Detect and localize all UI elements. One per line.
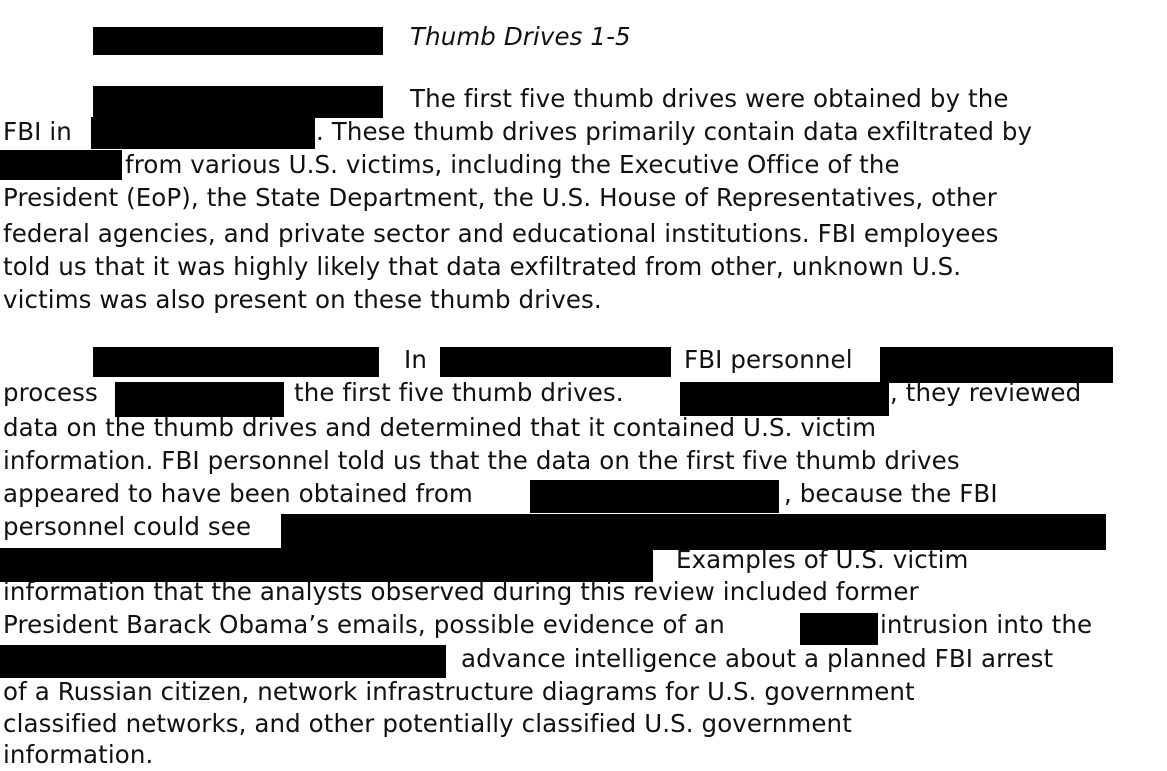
- redaction-block: [115, 382, 284, 417]
- paragraph-line: , because the FBI: [784, 479, 998, 508]
- redaction-block: [91, 117, 315, 149]
- paragraph-line: classified networks, and other potentially classified U.S. government: [3, 709, 852, 738]
- paragraph-line: the first five thumb drives.: [294, 378, 624, 407]
- paragraph-line: information that the analysts observed during this review included former: [3, 577, 919, 606]
- redaction-block: [440, 347, 671, 377]
- paragraph-line: President (EoP), the State Department, the U.S. House of Representatives, other: [3, 183, 997, 212]
- redaction-block: [800, 613, 878, 645]
- paragraph-line: told us that it was highly likely that data exfiltrated from other, unknown U.S.: [3, 252, 962, 281]
- redaction-block: [0, 645, 446, 678]
- paragraph-line: information. FBI personnel told us that the data on the first five thumb drives: [3, 446, 960, 475]
- paragraph-line: advance intelligence about a planned FBI arrest: [461, 644, 1054, 673]
- paragraph-line: data on the thumb drives and determined that it contained U.S. victim: [3, 413, 877, 442]
- redaction-block: [93, 347, 379, 377]
- redaction-block: [93, 86, 383, 118]
- redaction-block: [680, 382, 889, 416]
- paragraph-line: federal agencies, and private sector and educational institutions. FBI employees: [3, 219, 999, 248]
- paragraph-line: . These thumb drives primarily contain data exfiltrated by: [316, 117, 1033, 146]
- paragraph-line: information.: [3, 740, 154, 769]
- paragraph-line: of a Russian citizen, network infrastructure diagrams for U.S. government: [3, 677, 915, 706]
- redaction-block: [530, 480, 779, 513]
- section-heading: Thumb Drives 1-5: [410, 22, 631, 51]
- paragraph-line: personnel could see: [3, 512, 252, 541]
- paragraph-line: intrusion into the: [880, 610, 1093, 639]
- paragraph-line: FBI in: [3, 117, 72, 146]
- redaction-block: [93, 27, 383, 55]
- paragraph-line: In: [404, 345, 427, 374]
- paragraph-line: FBI personnel: [684, 345, 853, 374]
- paragraph-line: from various U.S. victims, including the Executive Office of the: [125, 150, 900, 179]
- paragraph-line: appeared to have been obtained from: [3, 479, 473, 508]
- paragraph-line: Examples of U.S. victim: [676, 545, 969, 574]
- paragraph-line: , they reviewed: [890, 378, 1082, 407]
- paragraph-line: process: [3, 378, 98, 407]
- paragraph-line: The first five thumb drives were obtained by the: [410, 84, 1009, 113]
- paragraph-line: victims was also present on these thumb drives.: [3, 285, 602, 314]
- paragraph-line: President Barack Obama’s emails, possible evidence of an: [3, 610, 725, 639]
- redaction-block: [0, 150, 122, 180]
